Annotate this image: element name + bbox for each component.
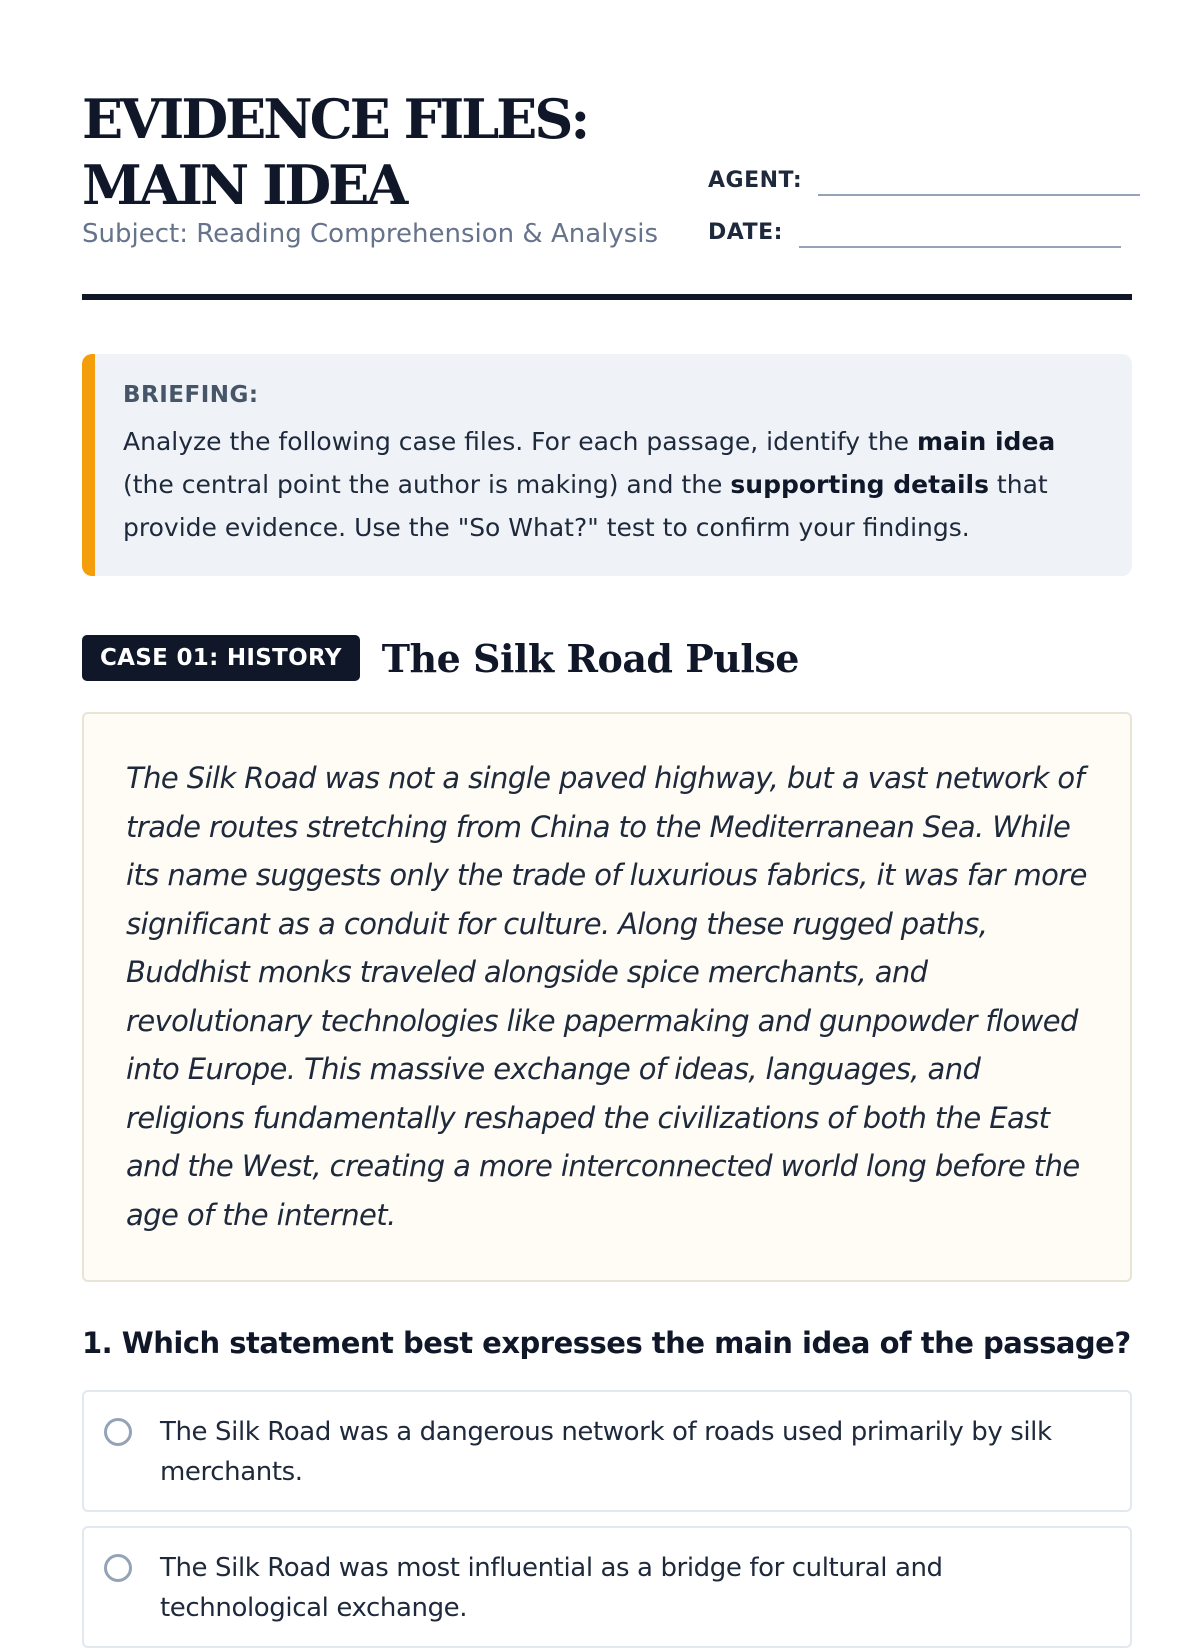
briefing-text-part-1: Analyze the following case files. For each passage, identify the [123,427,917,456]
agent-input-line[interactable] [818,164,1140,196]
briefing-box [82,354,1132,576]
radio-button-icon[interactable] [104,1418,132,1446]
question-1-prompt: 1. Which statement best expresses the main idea of the passage? [82,1326,1131,1360]
date-label: DATE: [708,219,783,245]
briefing-text-part-2: (the central point the author is making) and the [123,470,731,499]
case-tag-badge: CASE 01: HISTORY [82,635,360,681]
case-title: The Silk Road Pulse [381,635,799,681]
briefing-bold-main-idea: main idea [917,427,1056,456]
passage-box [82,712,1132,1282]
date-input-line[interactable] [799,216,1121,248]
passage-text: The Silk Road was not a single paved highway, but a vast network of trade routes stretching from China to the Mediterranean Sea. While its name suggests only the trade of luxurious fabrics, it was far more significant as a conduit for culture. Along these rugged paths, Buddhist monks traveled alongside spice merchants, and revolutionary technologies like papermaking and gunpowder flowed into Europe. This massive exchange of ideas, languages, and religions fundamentally reshaped the civilizations of both the East and the West, creating a more interconnected world long before the age of the internet. [126,761,1087,1232]
agent-field [708,164,1140,196]
briefing-text-part-3: that provide evidence. Use the "So What?" test to confirm your findings. [123,470,1048,542]
worksheet-header [82,86,1132,306]
answer-option-1-text: The Silk Road was a dangerous network of roads used primarily by silk merchants. [160,1417,1052,1487]
answer-option-2-text: The Silk Road was most influential as a bridge for cultural and technological exchange. [160,1553,943,1623]
case-header [82,634,1132,682]
radio-button-icon[interactable] [104,1554,132,1582]
header-divider [82,294,1132,300]
title-line-1: EVIDENCE FILES: [82,87,588,151]
subject-line: Subject: Reading Comprehension & Analysis [82,219,659,249]
answer-option-1[interactable] [82,1390,1132,1512]
agent-label: AGENT: [708,167,803,193]
briefing-text [123,420,1094,549]
answer-option-2[interactable] [82,1526,1132,1648]
title-line-2: MAIN IDEA [82,153,406,217]
briefing-label: BRIEFING: [123,382,259,408]
page-title [82,86,702,218]
date-field [708,216,1121,248]
briefing-bold-supporting-details: supporting details [730,470,989,499]
